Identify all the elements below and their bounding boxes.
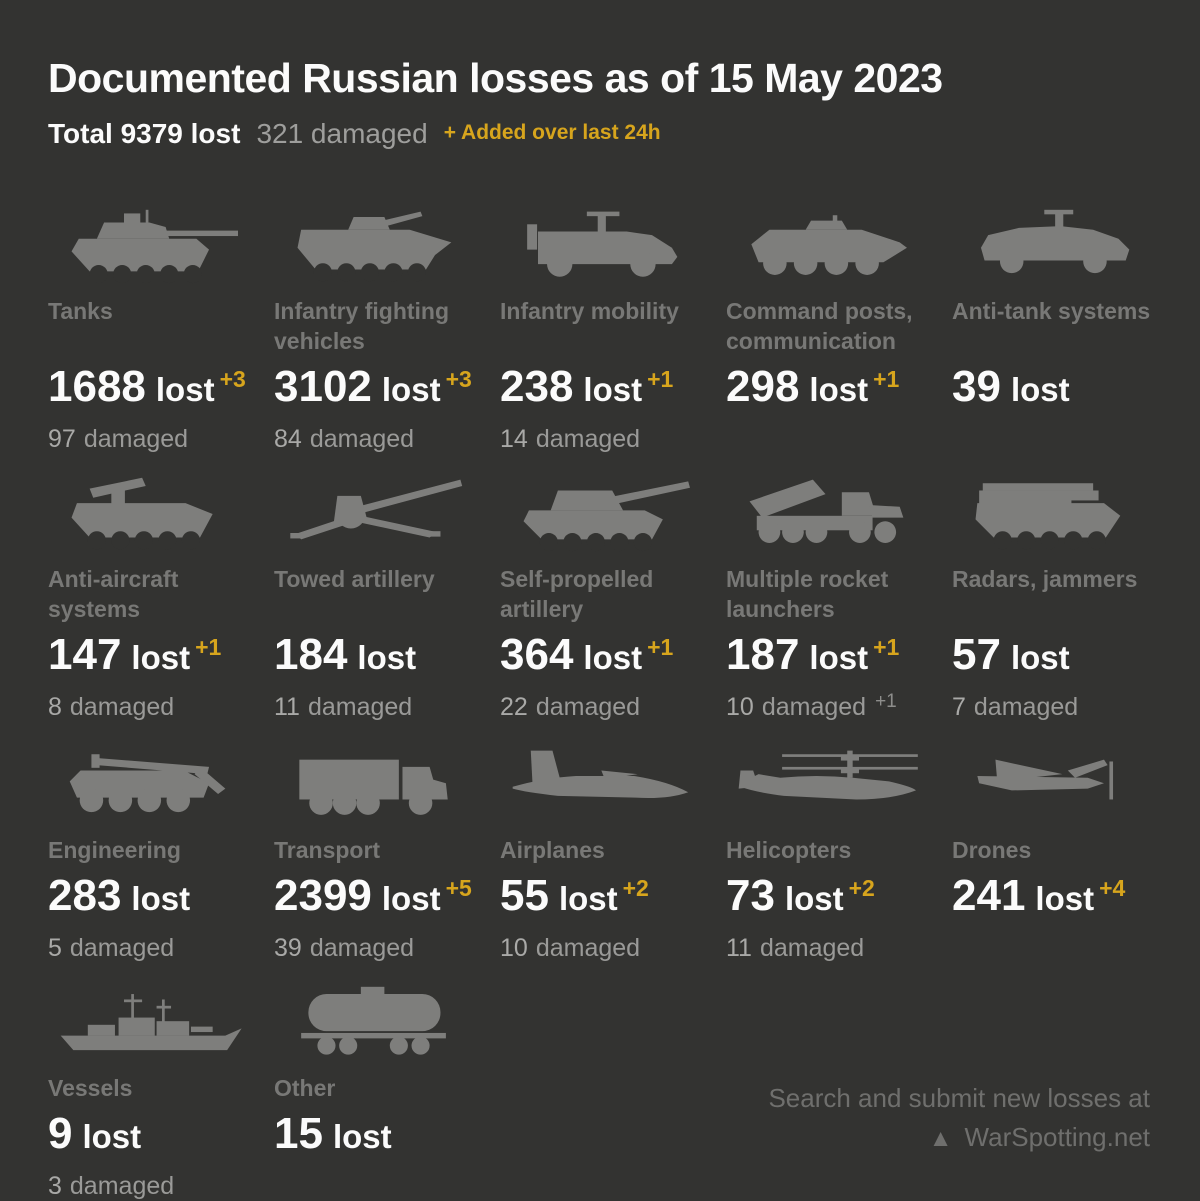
damaged-word: damaged bbox=[761, 693, 867, 721]
damaged-word: damaged bbox=[535, 693, 641, 721]
damaged-count: 22 bbox=[500, 693, 528, 721]
damaged-word: damaged bbox=[309, 934, 415, 962]
anti-aircraft-icon bbox=[48, 472, 248, 552]
damaged-line bbox=[500, 692, 640, 722]
lost-added-badge: +2 bbox=[848, 875, 875, 901]
lost-count: 55 bbox=[500, 871, 549, 920]
lost-word: lost bbox=[809, 371, 869, 408]
airplane-icon bbox=[500, 743, 700, 823]
tank-icon bbox=[48, 204, 248, 284]
lost-line bbox=[274, 871, 472, 931]
lost-word: lost bbox=[809, 639, 869, 676]
lost-word: lost bbox=[1035, 880, 1095, 917]
damaged-count: 8 bbox=[48, 693, 62, 721]
damaged-line bbox=[952, 692, 1078, 722]
damaged-count: 14 bbox=[500, 425, 528, 453]
footer-tagline: Search and submit new losses at bbox=[768, 1083, 1150, 1113]
damaged-count: 39 bbox=[274, 934, 302, 962]
lost-count: 187 bbox=[726, 630, 800, 679]
added-24h-legend: + Added over last 24h bbox=[443, 121, 661, 144]
lost-line bbox=[726, 362, 899, 422]
lost-count: 15 bbox=[274, 1109, 323, 1158]
engineering-vehicle-icon bbox=[48, 743, 248, 823]
lost-line bbox=[952, 871, 1125, 931]
category-card-radar-jammer bbox=[952, 472, 1152, 725]
command-post-icon bbox=[726, 204, 926, 284]
category-label: Infantry fighting vehicles bbox=[274, 298, 450, 354]
category-label: Towed artillery bbox=[274, 566, 435, 592]
lost-count: 57 bbox=[952, 630, 1001, 679]
lost-word: lost bbox=[82, 1118, 142, 1155]
category-label: Infantry mobility bbox=[500, 298, 679, 324]
category-card-airplane bbox=[500, 743, 700, 963]
damaged-line bbox=[726, 692, 897, 725]
damaged-line bbox=[274, 424, 414, 454]
category-card-drone bbox=[952, 743, 1152, 963]
category-label: Tanks bbox=[48, 298, 113, 324]
category-label: Anti-aircraft systems bbox=[48, 566, 179, 622]
category-card-railcar bbox=[274, 981, 474, 1201]
lost-word: lost bbox=[332, 1118, 392, 1155]
multiple-rocket-launcher-icon bbox=[726, 472, 926, 552]
damaged-word: damaged bbox=[973, 693, 1079, 721]
lost-added-badge: +1 bbox=[647, 634, 674, 660]
damaged-count: 7 bbox=[952, 693, 966, 721]
lost-count: 184 bbox=[274, 630, 348, 679]
lost-line bbox=[48, 362, 246, 422]
category-label: Vessels bbox=[48, 1075, 133, 1101]
self-propelled-artillery-icon bbox=[500, 472, 700, 552]
lost-count: 298 bbox=[726, 362, 800, 411]
lost-count: 2399 bbox=[274, 871, 372, 920]
lost-line bbox=[500, 871, 649, 931]
lost-added-badge: +5 bbox=[445, 875, 472, 901]
towed-artillery-icon bbox=[274, 472, 474, 552]
damaged-count: 84 bbox=[274, 425, 302, 453]
damaged-count: 3 bbox=[48, 1172, 62, 1200]
lost-line bbox=[500, 630, 673, 690]
damaged-line bbox=[500, 424, 640, 454]
category-label: Drones bbox=[952, 837, 1032, 863]
helicopter-icon bbox=[726, 743, 926, 823]
lost-line bbox=[952, 630, 1070, 690]
lost-count: 283 bbox=[48, 871, 122, 920]
lost-line bbox=[274, 1109, 392, 1169]
lost-line bbox=[726, 871, 875, 931]
category-card-tank bbox=[48, 204, 248, 454]
lost-line bbox=[726, 630, 899, 690]
lost-added-badge: +1 bbox=[195, 634, 222, 660]
damaged-word: damaged bbox=[759, 934, 865, 962]
damaged-line bbox=[48, 692, 174, 722]
lost-word: lost bbox=[381, 880, 441, 917]
damaged-count: 10 bbox=[726, 693, 754, 721]
category-card-vessel bbox=[48, 981, 248, 1201]
vessel-icon bbox=[48, 981, 248, 1061]
lost-word: lost bbox=[155, 371, 215, 408]
anti-tank-icon bbox=[952, 204, 1152, 284]
radar-jammer-icon bbox=[952, 472, 1152, 552]
category-label: Engineering bbox=[48, 837, 181, 863]
categories-grid bbox=[48, 204, 1152, 1201]
lost-line bbox=[48, 871, 190, 931]
infantry-fighting-vehicle-icon bbox=[274, 204, 474, 284]
lost-line bbox=[48, 630, 221, 690]
infantry-mobility-icon bbox=[500, 204, 700, 284]
category-label: Self-propelled artillery bbox=[500, 566, 654, 622]
lost-line bbox=[48, 1109, 141, 1169]
summary-line bbox=[48, 118, 1152, 150]
lost-word: lost bbox=[558, 880, 618, 917]
total-lost-label: Total 9379 lost bbox=[48, 118, 241, 149]
category-label: Helicopters bbox=[726, 837, 852, 863]
lost-count: 241 bbox=[952, 871, 1026, 920]
lost-added-badge: +1 bbox=[873, 634, 900, 660]
lost-added-badge: +2 bbox=[622, 875, 649, 901]
damaged-line bbox=[726, 933, 864, 963]
damaged-word: damaged bbox=[535, 425, 641, 453]
damaged-line bbox=[274, 933, 414, 963]
railcar-icon bbox=[274, 981, 474, 1061]
lost-line bbox=[500, 362, 673, 422]
category-card-infantry-mobility bbox=[500, 204, 700, 454]
lost-word: lost bbox=[583, 639, 643, 676]
total-damaged-label: 321 damaged bbox=[256, 118, 428, 149]
damaged-word: damaged bbox=[83, 425, 189, 453]
damaged-added-badge: +1 bbox=[875, 691, 897, 712]
category-card-infantry-fighting-vehicle bbox=[274, 204, 474, 454]
lost-count: 238 bbox=[500, 362, 574, 411]
lost-count: 9 bbox=[48, 1109, 73, 1158]
transport-truck-icon bbox=[274, 743, 474, 823]
lost-added-badge: +3 bbox=[219, 366, 246, 392]
footer bbox=[768, 1079, 1150, 1158]
lost-added-badge: +1 bbox=[873, 366, 900, 392]
category-label: Anti-tank systems bbox=[952, 298, 1151, 324]
lost-line bbox=[952, 362, 1070, 422]
lost-count: 1688 bbox=[48, 362, 146, 411]
category-label: Other bbox=[274, 1075, 336, 1101]
category-label: Command posts, communication bbox=[726, 298, 913, 354]
category-label: Multiple rocket launchers bbox=[726, 566, 889, 622]
lost-word: lost bbox=[381, 371, 441, 408]
lost-count: 73 bbox=[726, 871, 775, 920]
damaged-word: damaged bbox=[309, 425, 415, 453]
lost-word: lost bbox=[357, 639, 417, 676]
lost-added-badge: +4 bbox=[1099, 875, 1126, 901]
lost-count: 3102 bbox=[274, 362, 372, 411]
damaged-word: damaged bbox=[69, 1172, 175, 1200]
category-card-self-propelled-artillery bbox=[500, 472, 700, 725]
damaged-word: damaged bbox=[535, 934, 641, 962]
damaged-count: 11 bbox=[726, 934, 752, 962]
lost-word: lost bbox=[131, 880, 191, 917]
category-label: Airplanes bbox=[500, 837, 605, 863]
damaged-line bbox=[274, 692, 412, 722]
lost-added-badge: +1 bbox=[647, 366, 674, 392]
category-card-helicopter bbox=[726, 743, 926, 963]
category-card-towed-artillery bbox=[274, 472, 474, 725]
damaged-count: 97 bbox=[48, 425, 76, 453]
drone-icon bbox=[952, 743, 1152, 823]
category-card-multiple-rocket-launcher bbox=[726, 472, 926, 725]
warspotting-site-label: WarSpotting.net bbox=[964, 1122, 1150, 1152]
category-label: Transport bbox=[274, 837, 381, 863]
category-card-command-post bbox=[726, 204, 926, 454]
lost-word: lost bbox=[1010, 639, 1070, 676]
lost-word: lost bbox=[583, 371, 643, 408]
lost-added-badge: +3 bbox=[445, 366, 472, 392]
warspotting-logo-icon: ▲ bbox=[928, 1125, 953, 1152]
damaged-count: 11 bbox=[274, 693, 300, 721]
lost-line bbox=[274, 362, 472, 422]
damaged-count: 5 bbox=[48, 934, 62, 962]
category-card-transport-truck bbox=[274, 743, 474, 963]
lost-word: lost bbox=[784, 880, 844, 917]
category-card-engineering-vehicle bbox=[48, 743, 248, 963]
category-card-anti-tank bbox=[952, 204, 1152, 454]
lost-word: lost bbox=[1010, 371, 1070, 408]
lost-line bbox=[274, 630, 416, 690]
damaged-word: damaged bbox=[69, 934, 175, 962]
lost-word: lost bbox=[131, 639, 191, 676]
page-title: Documented Russian losses as of 15 May 2023 bbox=[48, 55, 943, 101]
damaged-word: damaged bbox=[307, 693, 413, 721]
lost-count: 39 bbox=[952, 362, 1001, 411]
damaged-word: damaged bbox=[69, 693, 175, 721]
category-card-anti-aircraft bbox=[48, 472, 248, 725]
damaged-line bbox=[500, 933, 640, 963]
damaged-count: 10 bbox=[500, 934, 528, 962]
damaged-line bbox=[48, 933, 174, 963]
damaged-line bbox=[48, 424, 188, 454]
category-label: Radars, jammers bbox=[952, 566, 1138, 592]
damaged-line bbox=[48, 1171, 174, 1201]
lost-count: 364 bbox=[500, 630, 574, 679]
footer-site-line bbox=[768, 1118, 1150, 1158]
lost-count: 147 bbox=[48, 630, 122, 679]
